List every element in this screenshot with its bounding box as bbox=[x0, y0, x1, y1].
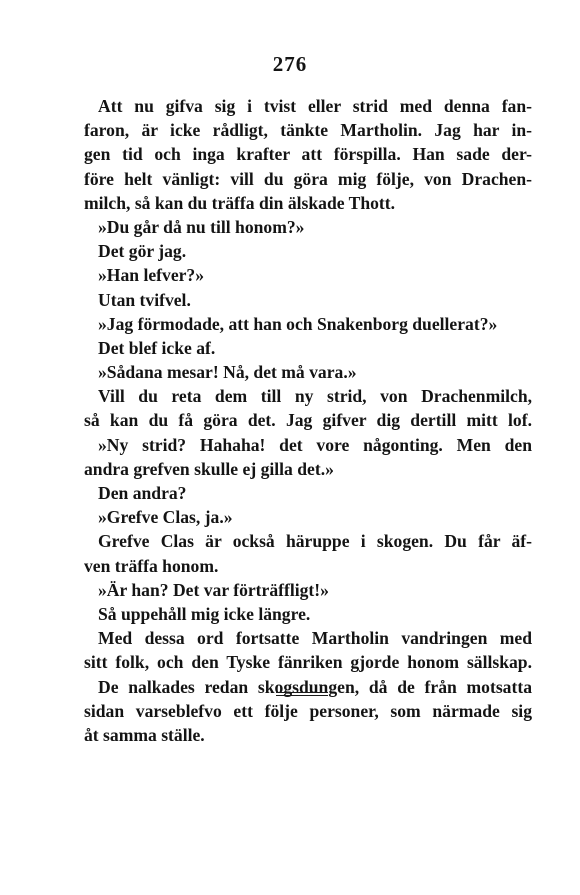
text-line: »Jag förmodade, att han och Snakenborg duellerat?» bbox=[98, 313, 498, 334]
text-line: Så uppehåll mig icke längre. bbox=[98, 603, 311, 624]
body-text bbox=[84, 94, 532, 747]
text-line: Med dessa ord fortsatte Martholin vandringen med bbox=[98, 628, 532, 649]
text-line: Det blef icke af. bbox=[98, 337, 216, 358]
text-line: milch, så kan du träffa din älskade Thott. bbox=[84, 192, 396, 213]
text-line: »Sådana mesar! Nå, det må vara.» bbox=[98, 362, 357, 383]
text-line: gen tid och inga krafter att förspilla. Han sade der- bbox=[84, 144, 532, 165]
text-line: Den andra? bbox=[98, 483, 187, 503]
text-line: andra grefven skulle ej gilla det.» bbox=[84, 458, 334, 479]
text-line: »Är han? Det var förträffligt!» bbox=[98, 579, 329, 600]
text-line: Utan tvifvel. bbox=[98, 289, 191, 310]
text-line: Grefve Clas är också häruppe i skogen. Du får äf- bbox=[98, 531, 532, 552]
text-line: »Grefve Clas, ja.» bbox=[98, 507, 233, 528]
page-number: 276 bbox=[272, 52, 308, 76]
text-line: »Du går då nu till honom?» bbox=[98, 216, 305, 237]
text-line: före helt vänligt: vill du göra mig följe, von Drachen- bbox=[84, 168, 532, 189]
text-line: »Han lefver?» bbox=[98, 265, 205, 286]
text-line: sitt folk, och den Tyske fänriken gjorde honom sällskap. bbox=[84, 652, 532, 673]
text-line: faron, är icke rådligt, tänkte Martholin. Jag har in- bbox=[84, 120, 532, 141]
section-end-rule bbox=[276, 692, 328, 696]
text-line: så kan du få göra det. Jag gifver dig dertill mitt lof. bbox=[84, 410, 532, 431]
text-line: ven träffa honom. bbox=[84, 555, 219, 576]
text-line: Att nu gifva sig i tvist eller strid med denna fan- bbox=[98, 96, 532, 116]
text-line: Vill du reta dem till ny strid, von Drachenmilch, bbox=[98, 386, 532, 407]
text-line: åt samma ställe. bbox=[84, 724, 205, 745]
text-line: sidan varseblefvo ett följe personer, som närmade sig bbox=[84, 700, 532, 721]
text-line: »Ny strid? Hahaha! det vore någonting. Men den bbox=[98, 434, 532, 455]
text-line: Det gör jag. bbox=[98, 241, 187, 262]
text-line: De nalkades redan skogsdungen, då de från motsatta bbox=[98, 676, 532, 697]
